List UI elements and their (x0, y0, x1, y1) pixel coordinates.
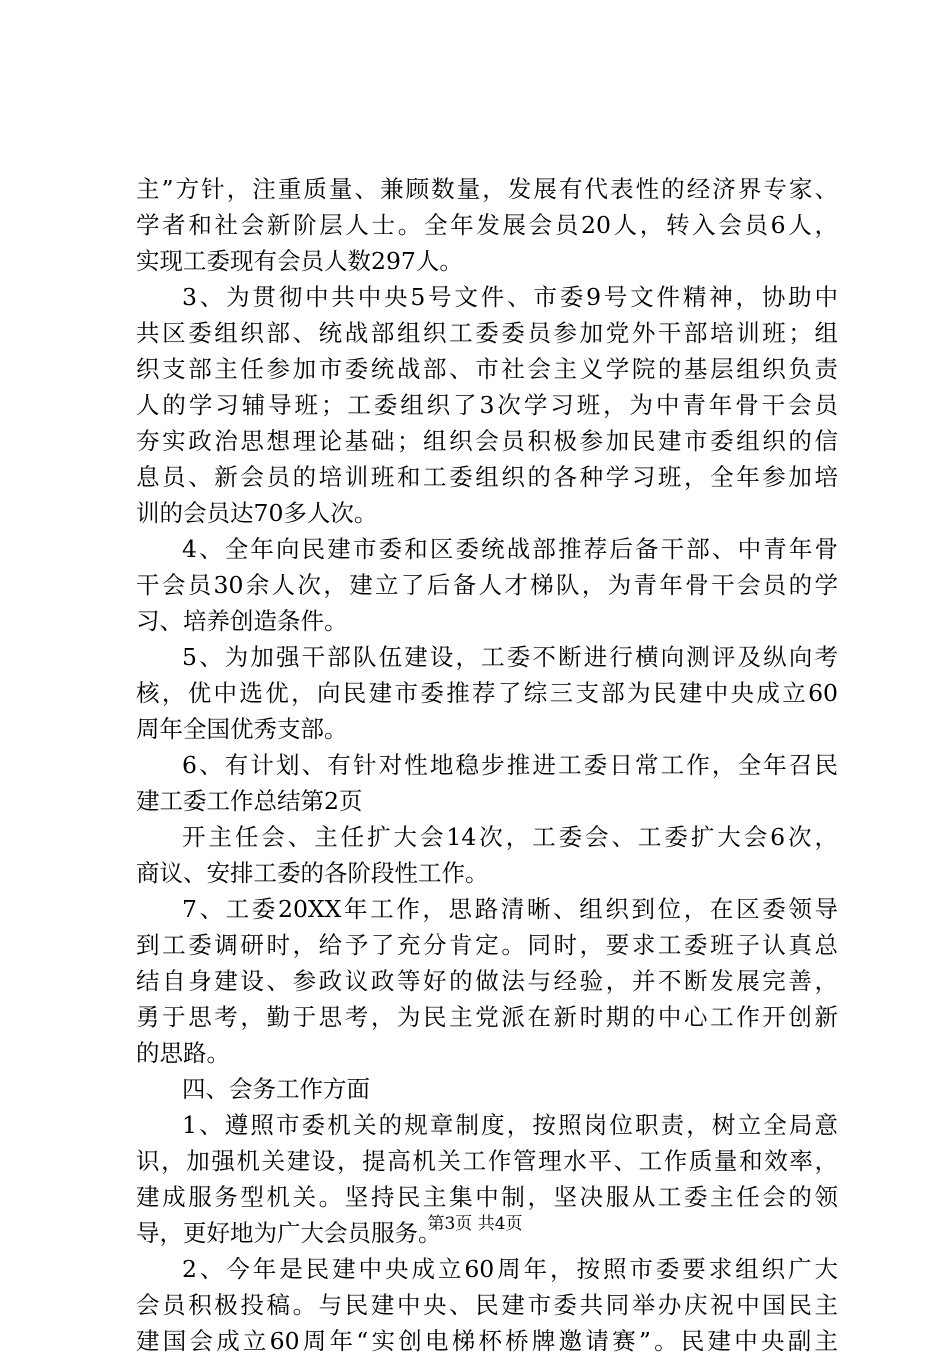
text-line: 核，优中选优，向民建市委推荐了综三支部为民建中央成立60 (136, 679, 838, 707)
text-line: 的思路。 (136, 1039, 230, 1067)
text-line: 6、有计划、有针对性地稳步推进工委日常工作，全年召民 (182, 751, 838, 779)
text-line: 夯实政治思想理论基础；组织会员积极参加民建市委组织的信 (136, 427, 838, 455)
text-line: 建工委工作总结第2页 (136, 787, 363, 815)
text-line: 商议、安排工委的各阶段性工作。 (136, 859, 489, 887)
text-line: 息员、新会员的培训班和工委组织的各种学习班，全年参加培 (136, 463, 838, 491)
document-body (136, 171, 838, 1359)
text-line: 2、今年是民建中央成立60周年，按照市委要求组织广大 (182, 1255, 838, 1283)
text-line: 干会员30余人次，建立了后备人才梯队，为青年骨干会员的学 (136, 571, 838, 599)
text-line: 习、培养创造条件。 (136, 607, 348, 635)
text-line: 实现工委现有会员人数297人。 (136, 247, 463, 275)
text-line: 建成服务型机关。坚持民主集中制，坚决服从工委主任会的领 (136, 1183, 838, 1211)
text-line: 四、会务工作方面 (182, 1075, 370, 1103)
text-line: 建国会成立60周年“实创电梯杯桥牌邀请赛”。民建中央副主 (136, 1327, 838, 1355)
text-line: 识，加强机关建设，提高机关工作管理水平、工作质量和效率， (136, 1147, 838, 1175)
text-line: 会员积极投稿。与民建中央、民建市委共同举办庆祝中国民主 (136, 1291, 838, 1319)
text-line: 到工委调研时，给予了充分肯定。同时，要求工委班子认真总 (136, 931, 838, 959)
text-line: 织支部主任参加市委统战部、市社会主义学院的基层组织负责 (136, 355, 838, 383)
text-line: 训的会员达70多人次。 (136, 499, 378, 527)
text-line: 4、全年向民建市委和区委统战部推荐后备干部、中青年骨 (182, 535, 838, 563)
text-line: 1、遵照市委机关的规章制度，按照岗位职责，树立全局意 (182, 1111, 838, 1139)
text-line: 学者和社会新阶层人士。全年发展会员20人，转入会员6人， (136, 211, 838, 239)
text-line: 周年全国优秀支部。 (136, 715, 348, 743)
text-line: 开主任会、主任扩大会14次，工委会、工委扩大会6次， (182, 823, 838, 851)
text-line: 导，更好地为广大会员服务。 (136, 1219, 442, 1247)
text-line: 人的学习辅导班；工委组织了3次学习班，为中青年骨干会员 (136, 391, 838, 419)
page-footer: 第3页 共4页 (427, 1214, 523, 1234)
text-line: 5、为加强干部队伍建设，工委不断进行横向测评及纵向考 (182, 643, 838, 671)
text-line: 结自身建设、参政议政等好的做法与经验，并不断发展完善， (136, 967, 838, 995)
text-line: 主”方针，注重质量、兼顾数量，发展有代表性的经济界专家、 (136, 175, 838, 203)
text-line: 勇于思考，勤于思考，为民主党派在新时期的中心工作开创新 (136, 1003, 838, 1031)
text-line: 共区委组织部、统战部组织工委委员参加党外干部培训班；组 (136, 319, 838, 347)
text-line: 3、为贯彻中共中央5号文件、市委9号文件精神，协助中 (182, 283, 838, 311)
text-line: 7、工委20XX年工作，思路清晰、组织到位，在区委领导 (182, 895, 838, 923)
